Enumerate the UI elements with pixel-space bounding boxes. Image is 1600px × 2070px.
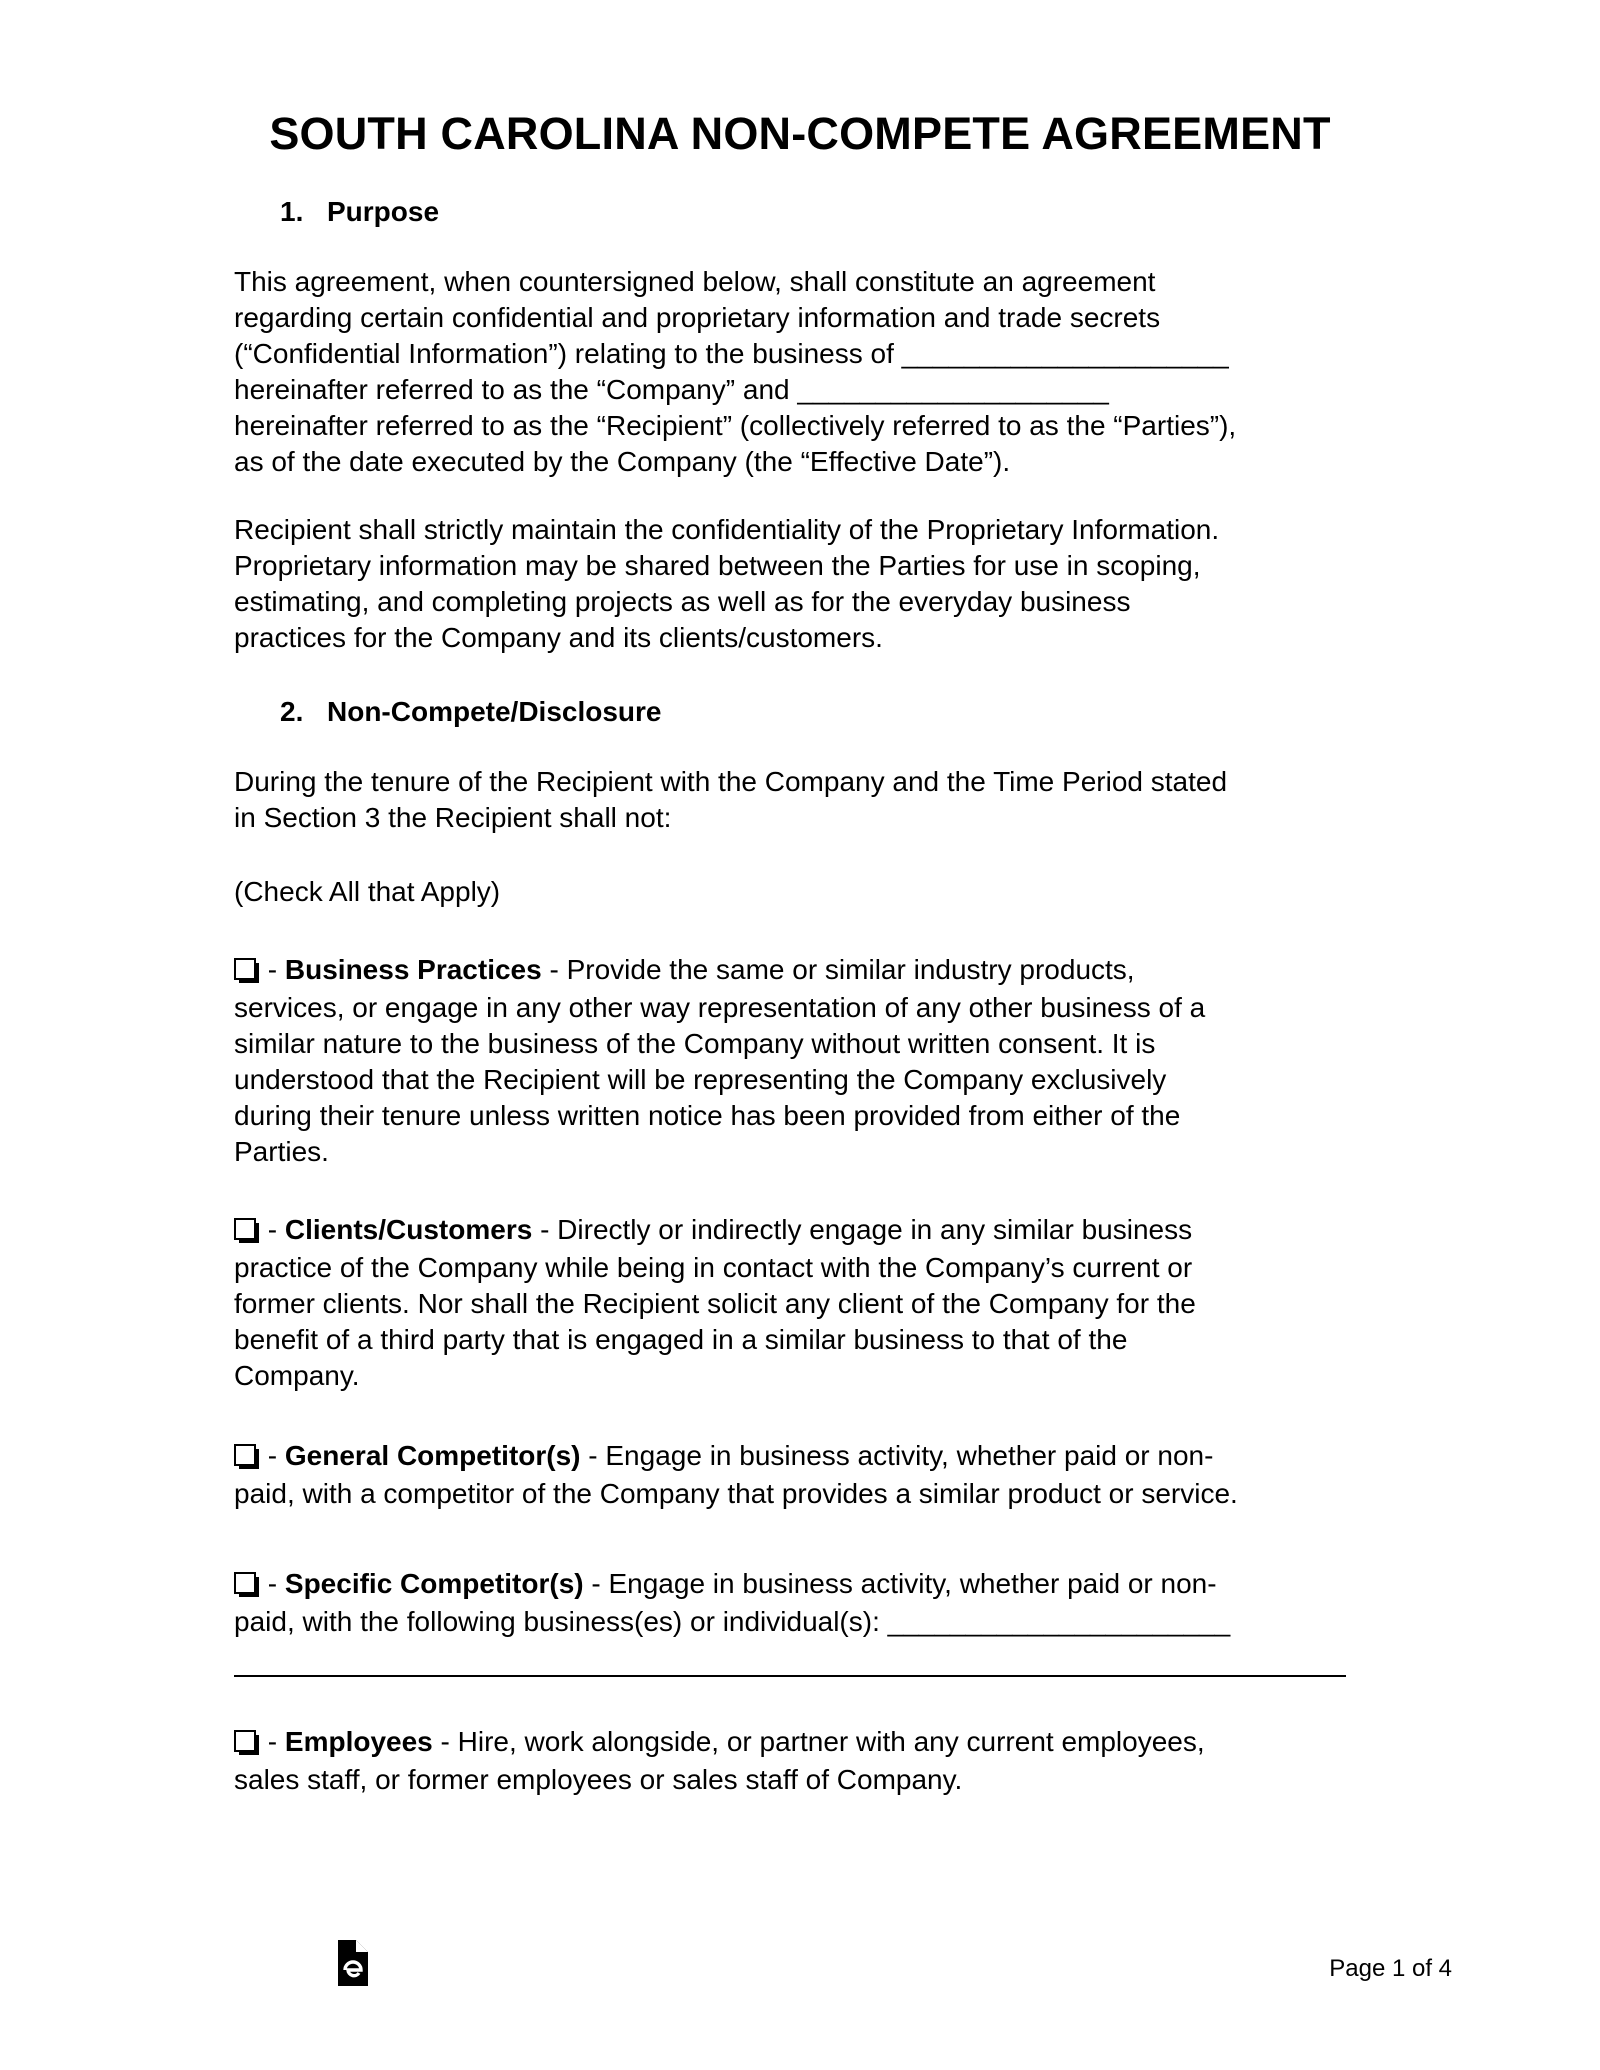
option-term: Clients/Customers <box>284 1214 533 1245</box>
section-1-number: 1. <box>280 196 304 227</box>
paragraph-line: estimating, and completing projects as well as for the everyday business <box>234 586 1131 617</box>
purpose-paragraph-1 <box>234 264 1374 480</box>
section-1-heading <box>280 194 439 230</box>
option-term: Specific Competitor(s) <box>284 1568 584 1599</box>
option-clients-customers <box>234 1210 1374 1394</box>
checkbox-icon[interactable] <box>234 1730 256 1752</box>
dash-separator: - <box>260 1568 285 1599</box>
option-employees <box>234 1722 1374 1798</box>
section-2-title: Non-Compete/Disclosure <box>327 696 662 727</box>
paragraph-line: Recipient shall strictly maintain the confidentiality of the Proprietary Information. <box>234 514 1220 545</box>
paragraph-line: during their tenure unless written notice has been provided from either of the <box>234 1100 1181 1131</box>
paragraph-line: (Check All that Apply) <box>234 876 501 907</box>
paragraph-line: Company. <box>234 1360 360 1391</box>
option-text: - Directly or indirectly engage in any similar business <box>532 1214 1193 1245</box>
dash-separator: - <box>260 1214 285 1245</box>
option-business-practices <box>234 950 1374 1170</box>
option-text: - Hire, work alongside, or partner with any current employees, <box>432 1726 1205 1757</box>
dash-separator: - <box>260 1726 285 1757</box>
option-term: Employees <box>284 1726 433 1757</box>
paragraph-line: in Section 3 the Recipient shall not: <box>234 802 672 833</box>
paragraph-line: This agreement, when countersigned below, shall constitute an agreement <box>234 266 1156 297</box>
checkbox-icon[interactable] <box>234 1572 256 1594</box>
paragraph-line: hereinafter referred to as the “Recipient” (collectively referred to as the “Parties”), <box>234 410 1237 441</box>
paragraph-line: understood that the Recipient will be representing the Company exclusively <box>234 1064 1167 1095</box>
option-term: General Competitor(s) <box>284 1440 581 1471</box>
paragraph-line: benefit of a third party that is engaged in a similar business to that of the <box>234 1324 1128 1355</box>
paragraph-line: regarding certain confidential and proprietary information and trade secrets <box>234 302 1161 333</box>
option-specific-competitors <box>234 1564 1374 1640</box>
paragraph-line: hereinafter referred to as the “Company” and ____________________ <box>234 374 1109 405</box>
paragraph-line: practice of the Company while being in contact with the Company’s current or <box>234 1252 1193 1283</box>
check-all-note <box>234 874 1374 910</box>
paragraph-line: Parties. <box>234 1136 329 1167</box>
paragraph-line: Proprietary information may be shared between the Parties for use in scoping, <box>234 550 1201 581</box>
checkbox-icon[interactable] <box>234 958 256 980</box>
paragraph-line: During the tenure of the Recipient with the Company and the Time Period stated <box>234 766 1228 797</box>
option-text: - Engage in business activity, whether paid or non- <box>580 1440 1214 1471</box>
paragraph-line: as of the date executed by the Company (the “Effective Date”). <box>234 446 1011 477</box>
dash-separator: - <box>260 1440 285 1471</box>
paragraph-line: services, or engage in any other way representation of any other business of a <box>234 992 1206 1023</box>
option-text: - Provide the same or similar industry products, <box>541 954 1135 985</box>
option-general-competitors <box>234 1436 1374 1512</box>
option-text: - Engage in business activity, whether paid or non- <box>583 1568 1217 1599</box>
paragraph-line: practices for the Company and its clients/customers. <box>234 622 883 653</box>
paragraph-line: paid, with the following business(es) or individual(s): ______________________ <box>234 1606 1231 1637</box>
option-term: Business Practices <box>284 954 542 985</box>
dash-separator: - <box>260 954 285 985</box>
section-1-title: Purpose <box>327 196 440 227</box>
page-number: Page 1 of 4 <box>1329 1955 1452 1982</box>
paragraph-line: (“Confidential Information”) relating to the business of _____________________ <box>234 338 1229 369</box>
checkbox-icon[interactable] <box>234 1218 256 1240</box>
section-2-number: 2. <box>280 696 304 727</box>
non-compete-intro <box>234 764 1374 836</box>
document-e-logo-icon <box>336 1940 370 1988</box>
paragraph-line: sales staff, or former employees or sales staff of Company. <box>234 1764 963 1795</box>
paragraph-line: paid, with a competitor of the Company that provides a similar product or service. <box>234 1478 1238 1509</box>
section-2-heading <box>280 694 662 730</box>
blank-fill-line[interactable] <box>234 1675 1346 1677</box>
paragraph-line: former clients. Nor shall the Recipient solicit any client of the Company for the <box>234 1288 1196 1319</box>
purpose-paragraph-2 <box>234 512 1374 656</box>
paragraph-line: similar nature to the business of the Company without written consent. It is <box>234 1028 1156 1059</box>
document-title: SOUTH CAROLINA NON-COMPETE AGREEMENT <box>269 108 1331 159</box>
checkbox-icon[interactable] <box>234 1444 256 1466</box>
